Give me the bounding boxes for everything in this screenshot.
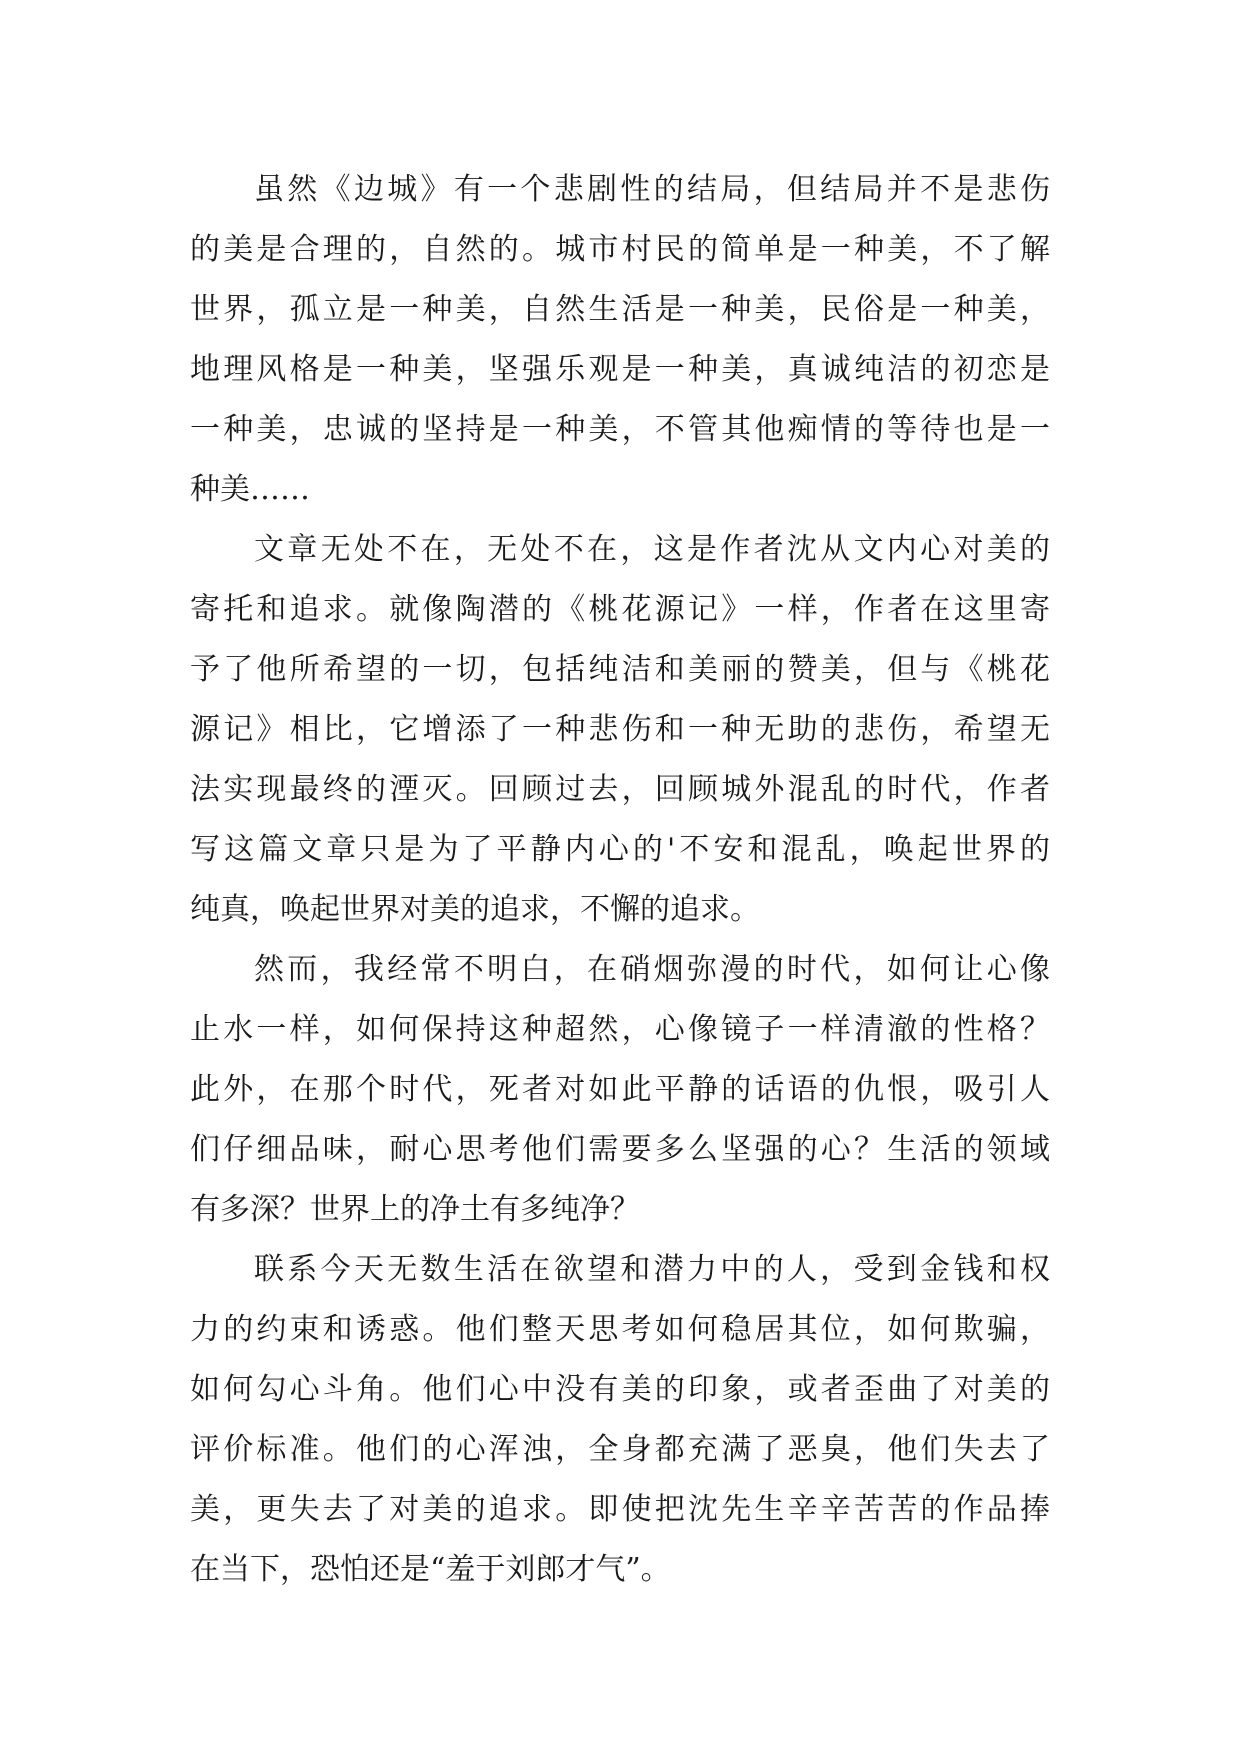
text-line: 文章无处不在，无处不在，这是作者沈从文内心对美的 xyxy=(254,532,1050,567)
text-line: 此外，在那个时代，死者对如此平静的话语的仇恨，吸引人 xyxy=(190,1072,1050,1107)
text-line: 力的约束和诱惑。他们整天思考如何稳居其位，如何欺骗， xyxy=(190,1312,1050,1347)
text-line: 源记》相比，它增添了一种悲伤和一种无助的悲伤，希望无 xyxy=(190,712,1050,747)
text-line: 种美…… xyxy=(190,472,310,507)
text-line: 纯真，唤起世界对美的追求，不懈的追求。 xyxy=(190,892,760,927)
paragraph-3 xyxy=(190,940,1050,1240)
text-line: 在当下，恐怕还是“羞于刘郎才气”。 xyxy=(190,1552,671,1587)
text-line: 们仔细品味，耐心思考他们需要多么坚强的心？生活的领域 xyxy=(190,1132,1050,1167)
paragraph-1 xyxy=(190,160,1050,520)
text-line: 然而，我经常不明白，在硝烟弥漫的时代，如何让心像 xyxy=(254,952,1050,987)
text-line: 寄托和追求。就像陶潜的《桃花源记》一样，作者在这里寄 xyxy=(190,592,1050,627)
text-line: 法实现最终的湮灭。回顾过去，回顾城外混乱的时代，作者 xyxy=(190,772,1050,807)
text-line: 予了他所希望的一切，包括纯洁和美丽的赞美，但与《桃花 xyxy=(190,652,1050,687)
text-line: 如何勾心斗角。他们心中没有美的印象，或者歪曲了对美的 xyxy=(190,1372,1050,1407)
text-line: 地理风格是一种美，坚强乐观是一种美，真诚纯洁的初恋是 xyxy=(190,352,1050,387)
text-line: 有多深？世界上的净土有多纯净？ xyxy=(190,1192,640,1227)
text-line: 一种美，忠诚的坚持是一种美，不管其他痴情的等待也是一 xyxy=(190,412,1050,447)
text-line: 美，更失去了对美的追求。即使把沈先生辛辛苦苦的作品捧 xyxy=(190,1492,1050,1527)
document-body xyxy=(190,160,1050,1600)
paragraph-4 xyxy=(190,1240,1050,1600)
text-line: 联系今天无数生活在欲望和潜力中的人，受到金钱和权 xyxy=(254,1252,1050,1287)
text-line: 的美是合理的，自然的。城市村民的简单是一种美，不了解 xyxy=(190,232,1050,267)
text-line: 止水一样，如何保持这种超然，心像镜子一样清澈的性格？ xyxy=(190,1012,1050,1047)
paragraph-2 xyxy=(190,520,1050,940)
text-line: 写这篇文章只是为了平静内心的'不安和混乱，唤起世界的 xyxy=(190,832,1050,867)
text-line: 评价标准。他们的心浑浊，全身都充满了恶臭，他们失去了 xyxy=(190,1432,1050,1467)
text-line: 虽然《边城》有一个悲剧性的结局，但结局并不是悲伤 xyxy=(254,172,1050,207)
text-line: 世界，孤立是一种美，自然生活是一种美，民俗是一种美， xyxy=(190,292,1050,327)
